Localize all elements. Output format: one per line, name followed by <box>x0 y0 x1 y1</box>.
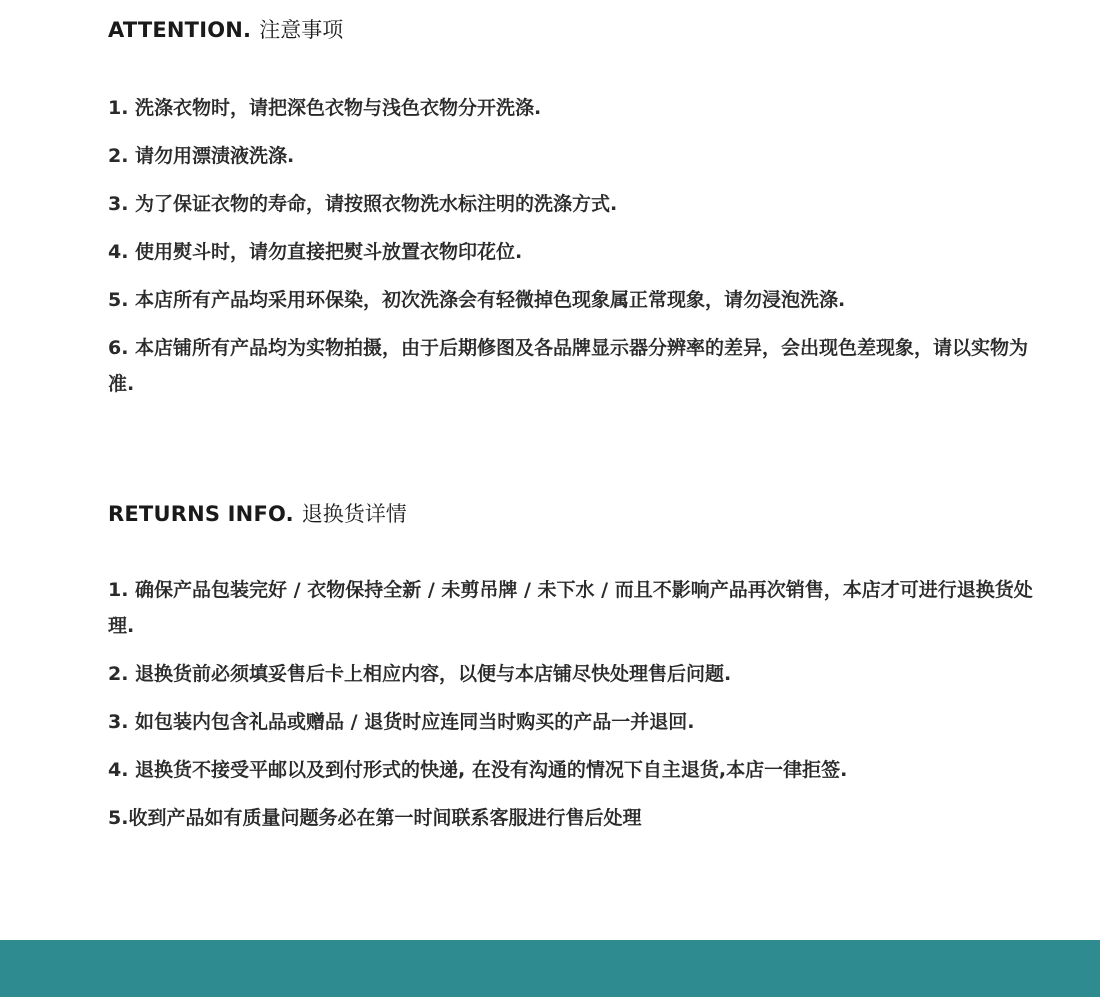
returns-item-1: 1. 确保产品包装完好 / 衣物保持全新 / 未剪吊牌 / 未下水 / 而且不影响产品再次销售，本店才可进行退换货处理. <box>108 579 1033 637</box>
returns-heading-en: RETURNS INFO. <box>108 502 294 526</box>
attention-item-4: 4. 使用熨斗时，请勿直接把熨斗放置衣物印花位. <box>108 241 523 263</box>
attention-item-3: 3. 为了保证衣物的寿命，请按照衣物洗水标注明的洗涤方式. <box>108 193 618 215</box>
returns-item-2: 2. 退换货前必须填妥售后卡上相应内容，以便与本店铺尽快处理售后问题. <box>108 663 732 685</box>
footer-band <box>0 940 1100 997</box>
returns-list <box>108 572 1038 836</box>
attention-item-2: 2. 请勿用漂渍液洗涤. <box>108 145 295 167</box>
returns-section <box>108 498 1038 848</box>
returns-item-3: 3. 如包装内包含礼品或赠品 / 退货时应连同当时购买的产品一并退回. <box>108 711 695 733</box>
attention-heading <box>108 14 1038 54</box>
attention-list <box>108 90 1038 402</box>
returns-heading-cn: 退换货详情 <box>301 502 407 526</box>
attention-item-6: 6. 本店铺所有产品均为实物拍摄，由于后期修图及各品牌显示器分辨率的差异，会出现色差现象，请以实物为准. <box>108 337 1029 395</box>
attention-item-1: 1. 洗涤衣物时，请把深色衣物与浅色衣物分开洗涤. <box>108 97 542 119</box>
returns-item-4: 4. 退换货不接受平邮以及到付形式的快递, 在没有沟通的情况下自主退货,本店一律拒签. <box>108 759 848 781</box>
returns-heading <box>108 498 1038 538</box>
attention-heading-en: ATTENTION. <box>108 18 252 42</box>
attention-section <box>108 14 1038 414</box>
attention-item-5: 5. 本店所有产品均采用环保染，初次洗涤会有轻微掉色现象属正常现象，请勿浸泡洗涤. <box>108 289 846 311</box>
returns-item-5: 5.收到产品如有质量问题务必在第一时间联系客服进行售后处理 <box>108 807 642 829</box>
attention-heading-cn: 注意事项 <box>259 18 344 42</box>
